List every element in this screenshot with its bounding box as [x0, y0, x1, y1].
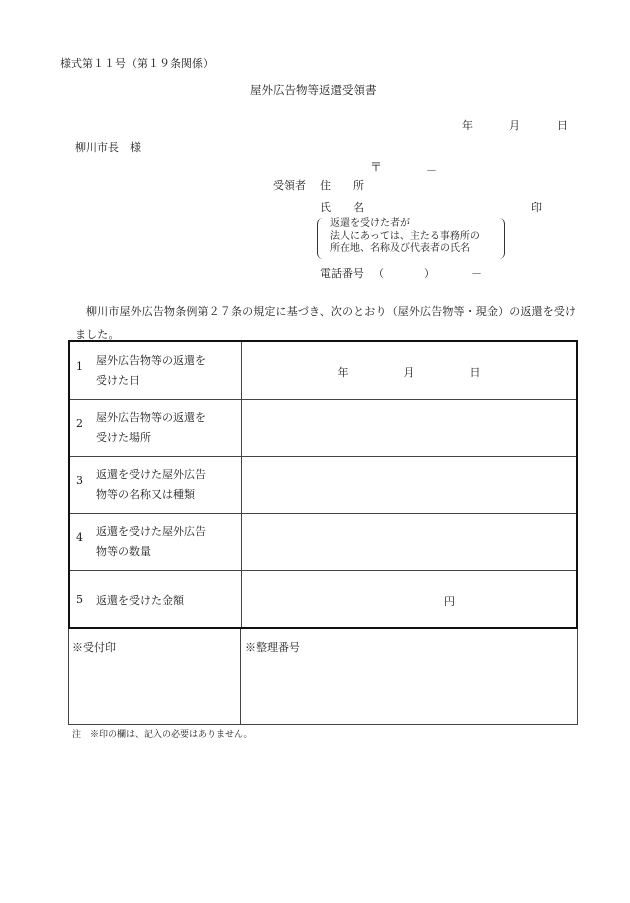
column-divider — [240, 629, 241, 724]
row-label-line: 返還を受けた屋外広告 — [96, 525, 206, 538]
table-row — [70, 457, 576, 514]
row-label-line: 物等の数量 — [96, 545, 151, 558]
return-date-field[interactable]: 年 月 日 — [337, 366, 481, 379]
row-number: 1 — [76, 360, 83, 373]
row-number: 2 — [76, 417, 83, 430]
corporate-note — [317, 218, 505, 259]
corporate-note-line: 所在地、名称及び代表者の氏名 — [330, 243, 470, 254]
postal-mark: 〒 — [370, 160, 383, 174]
row-label-line: 屋外広告物等の返還を — [96, 354, 206, 367]
reference-number-label: ※整理番号 — [245, 641, 300, 654]
address-label: 住 所 — [320, 179, 364, 192]
return-details-table — [68, 340, 578, 629]
row-label — [96, 591, 184, 611]
amount-yen-unit: 円 — [444, 595, 455, 608]
row-number: 5 — [76, 593, 83, 606]
addressee: 柳川市長 様 — [75, 141, 141, 154]
document-title: 屋外広告物等返還受領書 — [250, 83, 377, 97]
phone-label: 電話番号 — [320, 267, 364, 280]
row-label — [96, 465, 206, 505]
table-row — [70, 400, 576, 457]
corporate-note-line: 法人にあっては、主たる事務所の — [330, 230, 480, 242]
date-month-label: 月 — [509, 119, 520, 132]
table-row — [70, 342, 576, 400]
row-label-line: 返還を受けた金額 — [96, 594, 184, 607]
recipient-label: 受領者 — [273, 179, 306, 192]
phone-paren-open: （ — [373, 267, 384, 280]
phone-dash: － — [471, 267, 482, 280]
row-number: 4 — [76, 531, 83, 544]
row-label — [96, 522, 206, 562]
footnote: 注 ※印の欄は、記入の必要はありません。 — [72, 730, 253, 740]
office-use-area — [68, 629, 578, 725]
row-label — [96, 408, 206, 448]
table-row — [70, 571, 576, 627]
declaration-text: 柳川市屋外広告物条例第２７条の規定に基づき、次のとおり（屋外広告物等・現金）の返還を受けました。 — [75, 305, 577, 341]
form-number: 様式第１１号（第１９条関係） — [60, 57, 214, 70]
seal-mark: 印 — [531, 201, 542, 214]
date-day-label: 日 — [557, 119, 568, 132]
row-label-line: 受けた日 — [96, 374, 140, 387]
corporate-note-line: 返還を受けた者が — [330, 218, 410, 229]
row-label-line: 屋外広告物等の返還を — [96, 411, 206, 424]
row-label-line: 返還を受けた屋外広告 — [96, 468, 206, 481]
phone-paren-close: ） — [424, 267, 435, 280]
table-row — [70, 514, 576, 571]
row-label — [96, 351, 206, 391]
row-label-line: 物等の名称又は種類 — [96, 488, 195, 501]
date-year-label: 年 — [462, 119, 473, 132]
row-number: 3 — [76, 474, 83, 487]
receipt-stamp-label: ※受付印 — [72, 641, 116, 654]
postal-code-dash: － — [426, 164, 437, 177]
name-label: 氏 名 — [320, 201, 364, 214]
row-label-line: 受けた場所 — [96, 431, 151, 444]
